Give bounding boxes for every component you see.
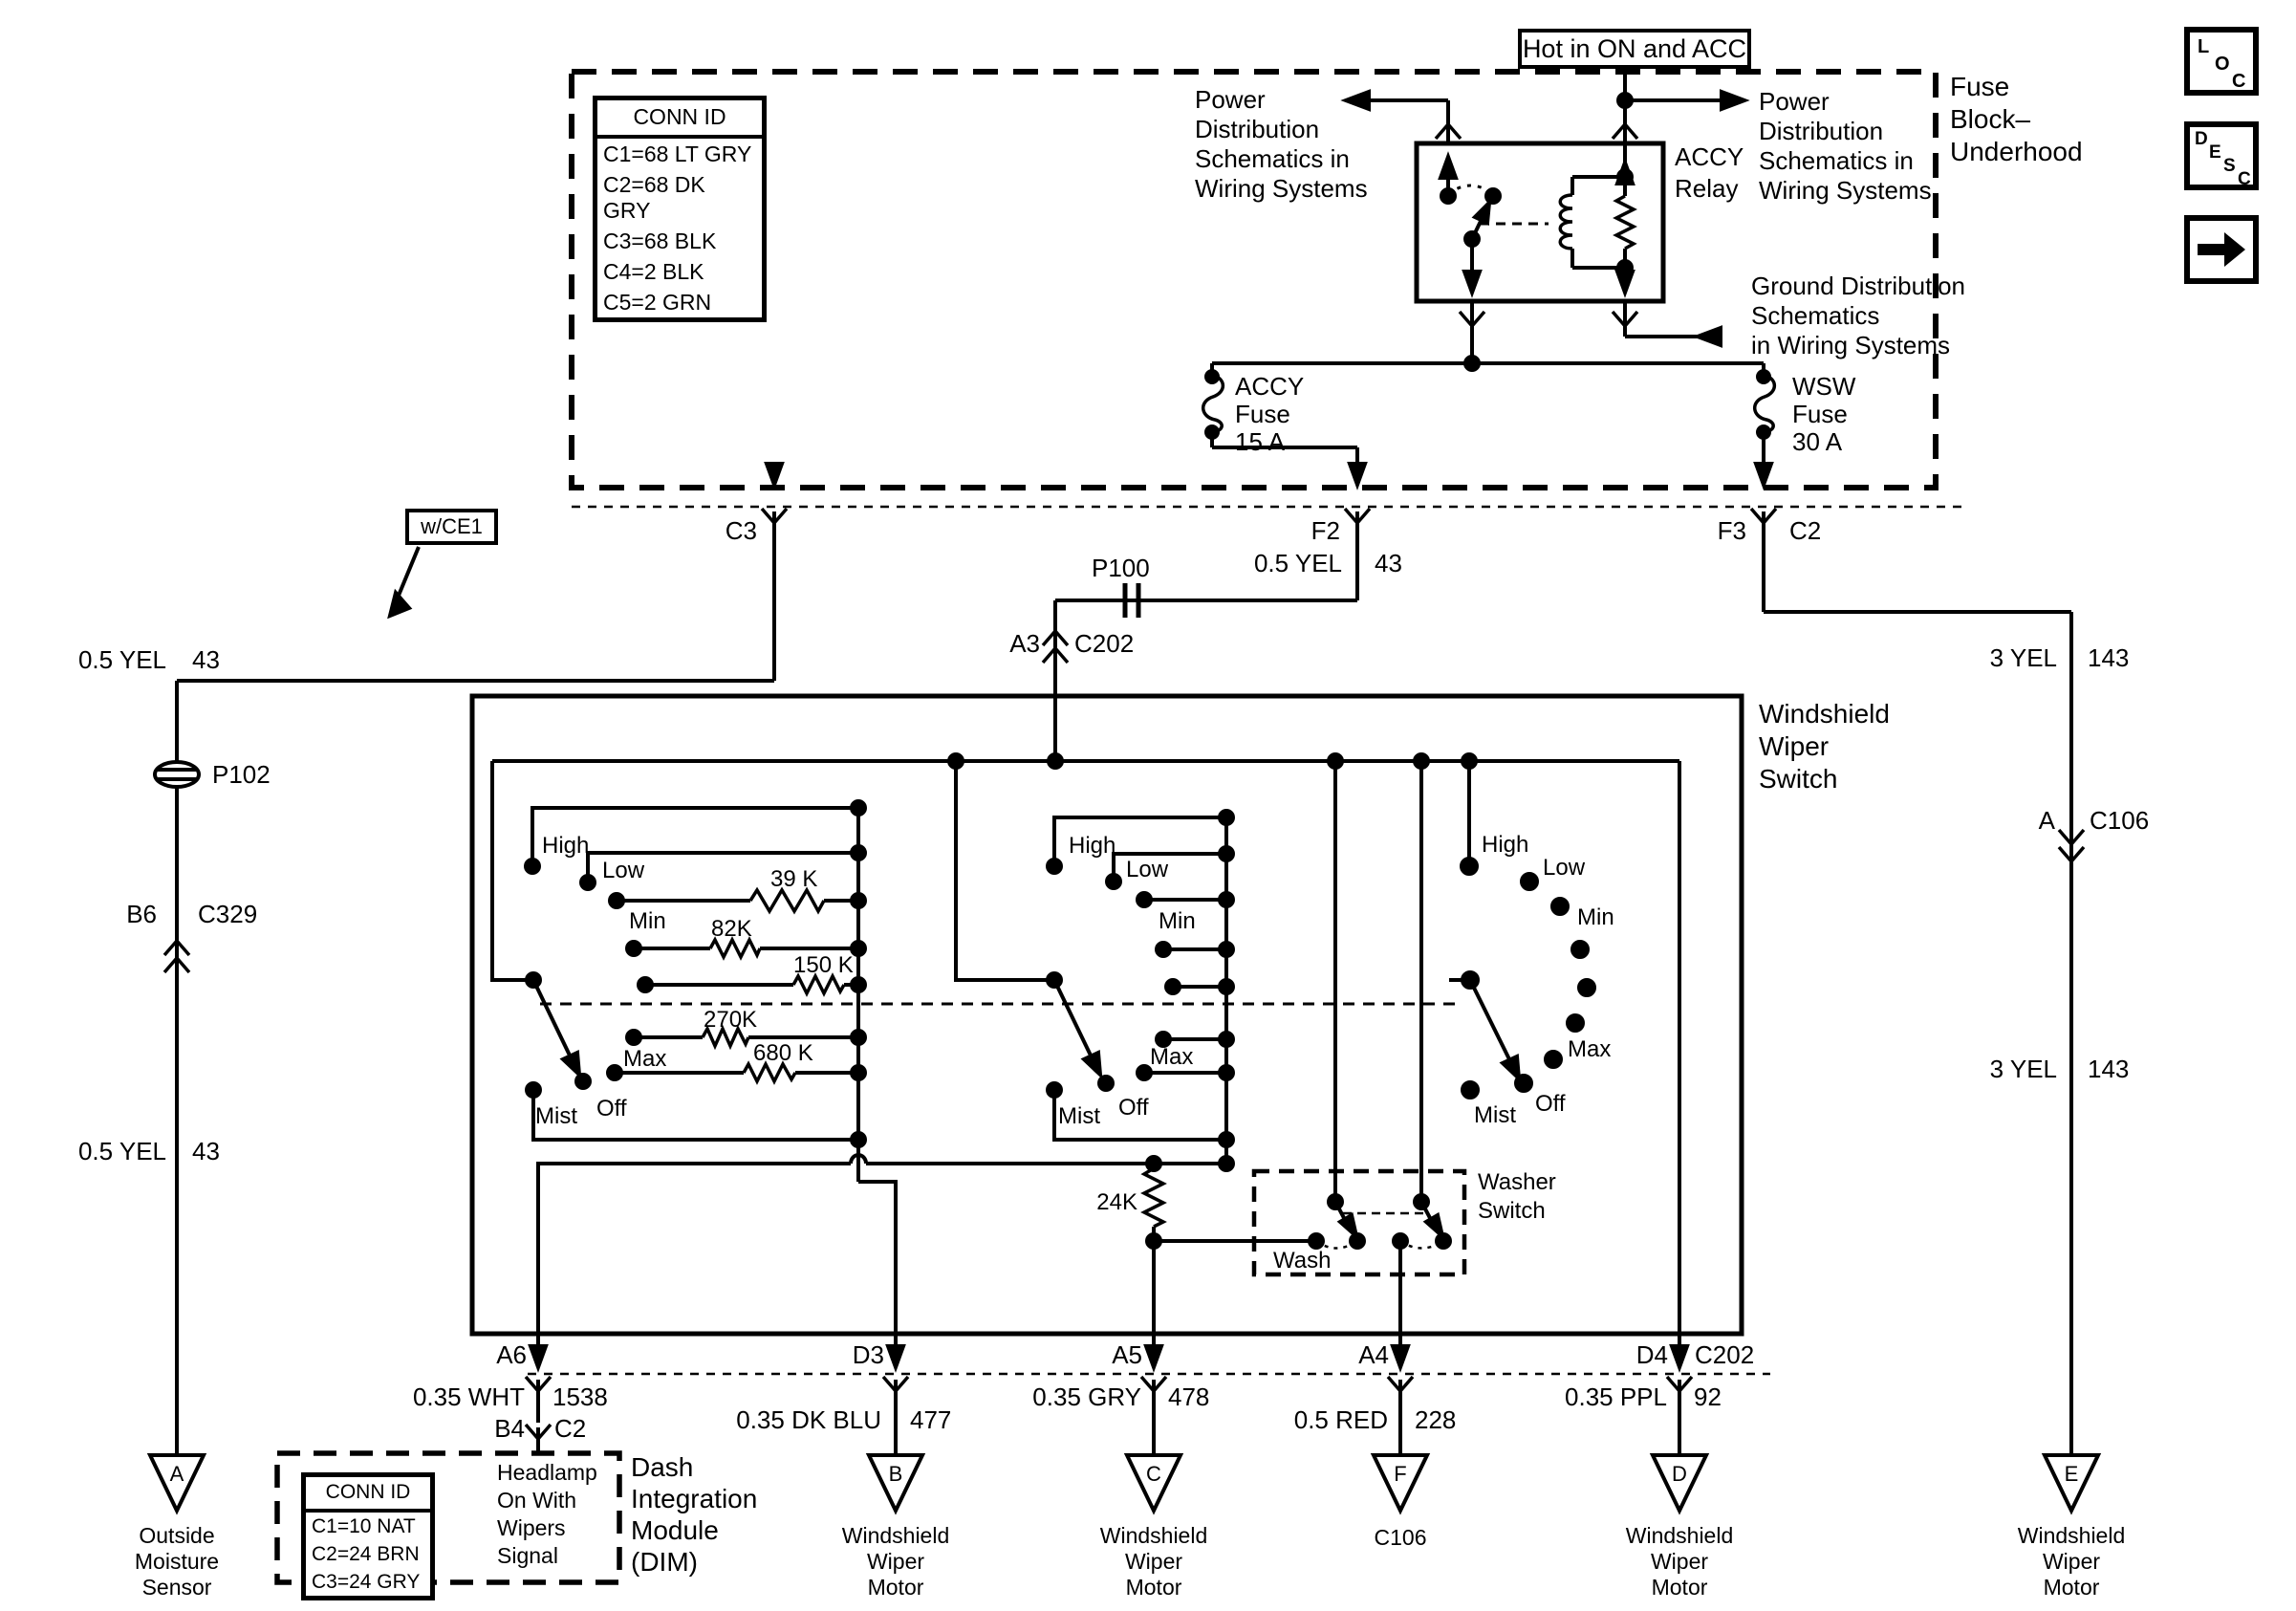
loc-button[interactable]: L O C (2184, 27, 2259, 96)
wiper-switch-title: Windshield (1759, 699, 1890, 729)
wire-3yel-label: 3 YEL (1989, 643, 2057, 672)
wire-3yel-label: 3 YEL (1989, 1055, 2057, 1083)
triangle-d-letter: D (1672, 1462, 1687, 1486)
left-bank-off-label: Off (596, 1096, 627, 1121)
wire-05yel-label: 0.5 YEL (77, 645, 166, 674)
right-bank-max-label: Max (1568, 1036, 1612, 1062)
conn-id-row: C1=68 LT GRY (603, 142, 752, 166)
left-bank-min-label: Min (629, 908, 666, 934)
d3-wire-circuit: 477 (910, 1405, 952, 1434)
triangle-f-letter: F (1394, 1462, 1407, 1486)
destination-triangles (150, 1452, 2098, 1511)
wce1-tag: w/CE1 (405, 509, 498, 545)
accy-relay-label: ACCY (1675, 142, 1744, 171)
left-bank-low-label: Low (602, 858, 645, 883)
resistor-39k-label: 39 K (770, 866, 818, 892)
middle-bank-min-label: Min (1159, 908, 1196, 934)
a6-wire-gauge: 0.35 WHT (412, 1382, 525, 1411)
washer-arm1-arrow-icon (1340, 1215, 1356, 1236)
wire-43-label: 43 (1375, 549, 1402, 577)
pin-a5: A5 (1112, 1340, 1142, 1369)
resistor-150k (793, 976, 844, 993)
loc-letter: L (2198, 36, 2210, 57)
p100-label: P100 (1092, 554, 1150, 582)
hot-in-on-and-acc-box (1518, 29, 1751, 69)
pin-d4: D4 (1635, 1340, 1668, 1369)
d3-wire-gauge: 0.35 DK BLU (736, 1405, 881, 1434)
left-bank-mist-label: Mist (535, 1103, 577, 1129)
washer-switch-label: Washer (1478, 1169, 1556, 1195)
right-bank-high-label: High (1482, 832, 1529, 858)
caption-wiper-motor-b: Windshield (841, 1523, 950, 1548)
conn-b4-c2: C2 (554, 1414, 587, 1443)
p102-splice-icon (155, 762, 199, 787)
right-arrow-icon (2190, 221, 2253, 278)
left-bank-arm-arrow-icon (563, 1053, 579, 1075)
wash-label: Wash (1273, 1248, 1332, 1274)
a4-wire-circuit: 228 (1415, 1405, 1457, 1434)
p102-label: P102 (212, 760, 271, 789)
caption-wiper-motor-c: Windshield (1099, 1523, 1208, 1548)
middle-bank-max-label: Max (1150, 1044, 1194, 1070)
a5-wire-gauge: 0.35 GRY (1032, 1382, 1141, 1411)
conn-id-row: C2=68 DK GRY (603, 172, 705, 223)
right-bank-low-label: Low (1543, 855, 1586, 881)
pin-b4: B4 (494, 1414, 525, 1443)
pin-f3: F3 (1717, 516, 1746, 545)
wce1-arrow-icon (390, 593, 409, 616)
caption-c106: C106 (1374, 1525, 1427, 1550)
resistor-24k (1144, 1168, 1163, 1227)
resistor-39k (750, 890, 824, 911)
resistor-150k-label: 150 K (793, 952, 854, 978)
wsw-fuse (1755, 363, 1775, 485)
right-bank-mist-label: Mist (1474, 1102, 1516, 1128)
conn-id-title: CONN ID (306, 1477, 430, 1513)
relay-coil-suppression-resistor (1616, 196, 1634, 249)
dim-conn-id-table (301, 1472, 435, 1600)
relay-output-wires (1212, 301, 1764, 370)
pin-a-c106: A (2038, 806, 2055, 835)
wire-05yel-label: 0.5 YEL (1253, 549, 1342, 577)
right-bank-min-label: Min (1577, 904, 1614, 930)
wce1-arrow (390, 547, 419, 616)
left-bank-max-label: Max (623, 1046, 667, 1072)
triangle-a-letter: A (169, 1462, 184, 1486)
pin-f2: F2 (1310, 516, 1340, 545)
middle-bank-arm-arrow-icon (1084, 1053, 1100, 1075)
conn-c202-bottom: C202 (1695, 1340, 1755, 1369)
ground-dist-text: Ground Distribution (1751, 272, 1965, 300)
resistor-680k (744, 1064, 795, 1081)
fuse-block-output-wires (177, 464, 2084, 1455)
wiper-switch-feed (492, 696, 1679, 1348)
wiring-diagram-page: L O C D E S C Hot in ON and ACC CONN ID C1=68 LT GRY C2=68 DK GRY C3=68 BLK C4=2 BLK C5=2 GRN Fuse Block– Underhood Power Distribution Schematics in Wiring Systems Power Distribution Schematics in Wiring Systems ACCY Relay Ground Distribution Schematics in Wiring Systems ACCY Fuse 15 A WSW Fuse 30 A w/CE1 C3 F2 F3 C2 0.5 YEL 43 P100 A3 C202 0.5 YEL 43 P102 B6 C329 0.5 YEL 43 3 YEL 143 A C106 3 YEL 143 Windshield Wiper Switch High Low Min Max Off Mist 39 K 82K 150 K 270K 680 K High Low Min Max Off Mist High Low Min Max Off Mist 24K Washer Switch Wash A6 D3 A5 A4 D4 C202 0.35 WHT 1538 B4 C2 0.35 DK BLU 477 0.35 GRY 478 0.5 RED 228 0.35 PPL 92 CONN ID C1=10 NAT C2=24 BRN C3=24 GRY Headlamp On With Wipers Signal Dash Integration Module (DIM) A B C F D E Outside Moisture Sensor Windshield Wiper Motor Windshield Wiper Motor C106 Windshield Wiper Motor Windshield Wiper Motor (0, 0, 2296, 1611)
resistor-680k-label: 680 K (753, 1040, 813, 1066)
d4-wire-circuit: 92 (1694, 1382, 1722, 1411)
pin-c3: C3 (725, 516, 757, 545)
caption-wiper-motor-d: Windshield (1625, 1523, 1734, 1548)
conn-c202: C202 (1074, 629, 1135, 658)
power-dist-left-arrow-icon (1346, 92, 1369, 109)
headlamp-note: Headlamp (497, 1460, 597, 1485)
right-bank-arm-arrow-icon (1503, 1056, 1519, 1078)
pin-c2: C2 (1789, 516, 1822, 545)
d4-wire-gauge: 0.35 PPL (1565, 1382, 1667, 1411)
caption-outside-moisture-sensor: Outside (139, 1523, 215, 1548)
power-dist-right-text: Power (1759, 87, 1830, 116)
conn-id-row: C3=68 BLK (603, 229, 717, 253)
pin-d3: D3 (852, 1340, 884, 1369)
triangle-e-letter: E (2064, 1462, 2079, 1486)
a6-wire-circuit: 1538 (552, 1382, 608, 1411)
left-column-wires (155, 681, 199, 1455)
conn-id-row: C3=24 GRY (312, 1571, 421, 1593)
pin-a3: A3 (1009, 629, 1040, 658)
pin-a4: A4 (1358, 1340, 1389, 1369)
dim-label: Dash (631, 1452, 694, 1482)
accy-relay (1417, 143, 1663, 301)
wire-143-label: 143 (2088, 643, 2130, 672)
resistor-270k-label: 270K (704, 1007, 758, 1033)
wsw-fuse-label: WSW (1792, 372, 1856, 401)
conn-id-title: CONN ID (597, 100, 762, 139)
desc-button[interactable]: D E S C (2184, 121, 2259, 190)
pin-a6: A6 (496, 1340, 527, 1369)
triangle-c-letter: C (1146, 1462, 1161, 1486)
a5-wire-circuit: 478 (1168, 1382, 1210, 1411)
accy-fuse-label: ACCY (1235, 372, 1305, 401)
fuse-block-title: Fuse (1950, 72, 2010, 101)
left-bank-high-label: High (542, 833, 590, 859)
resistor-24k-label: 24K (1096, 1189, 1137, 1215)
right-bank-off-label: Off (1535, 1091, 1566, 1117)
fuse-block-conn-id-table (593, 96, 767, 322)
next-page-button[interactable] (2184, 215, 2259, 284)
middle-bank-low-label: Low (1126, 857, 1169, 882)
pin-b6: B6 (126, 900, 157, 928)
power-dist-left-text: Power (1195, 85, 1266, 114)
hot-label: Hot in ON and ACC (1522, 33, 1747, 63)
triangle-b-letter: B (888, 1462, 903, 1486)
conn-id-row: C5=2 GRN (603, 290, 712, 315)
a4-wire-gauge: 0.5 RED (1293, 1405, 1388, 1434)
conn-id-row: C2=24 BRN (312, 1543, 420, 1565)
wire-143-label: 143 (2088, 1055, 2130, 1083)
output-interconnect (538, 1155, 1233, 1348)
conn-c106: C106 (2090, 806, 2150, 835)
middle-bank-high-label: High (1069, 833, 1116, 859)
resistor-82k (710, 940, 760, 957)
middle-bank-off-label: Off (1118, 1095, 1149, 1121)
caption-wiper-motor-e: Windshield (2017, 1523, 2126, 1548)
wire-43-label: 43 (192, 645, 220, 674)
relay-coil (1560, 195, 1572, 249)
resistor-82k-label: 82K (711, 916, 752, 942)
left-switch-bank (526, 801, 896, 1348)
relay-arm-arrow-icon (1475, 203, 1489, 223)
middle-bank-mist-label: Mist (1058, 1103, 1100, 1129)
conn-id-row: C1=10 NAT (312, 1515, 416, 1537)
wiper-switch-box (472, 696, 1742, 1334)
ground-dist-arrow-icon (1698, 328, 1721, 345)
washer-arm2-arrow-icon (1426, 1215, 1442, 1236)
wire-05yel-label: 0.5 YEL (77, 1137, 166, 1165)
hot-feed-wires (1346, 67, 1744, 143)
conn-id-row: C4=2 BLK (603, 259, 704, 284)
conn-c329: C329 (198, 900, 258, 928)
wire-43-label: 43 (192, 1137, 220, 1165)
power-dist-right-arrow-icon (1722, 92, 1744, 109)
